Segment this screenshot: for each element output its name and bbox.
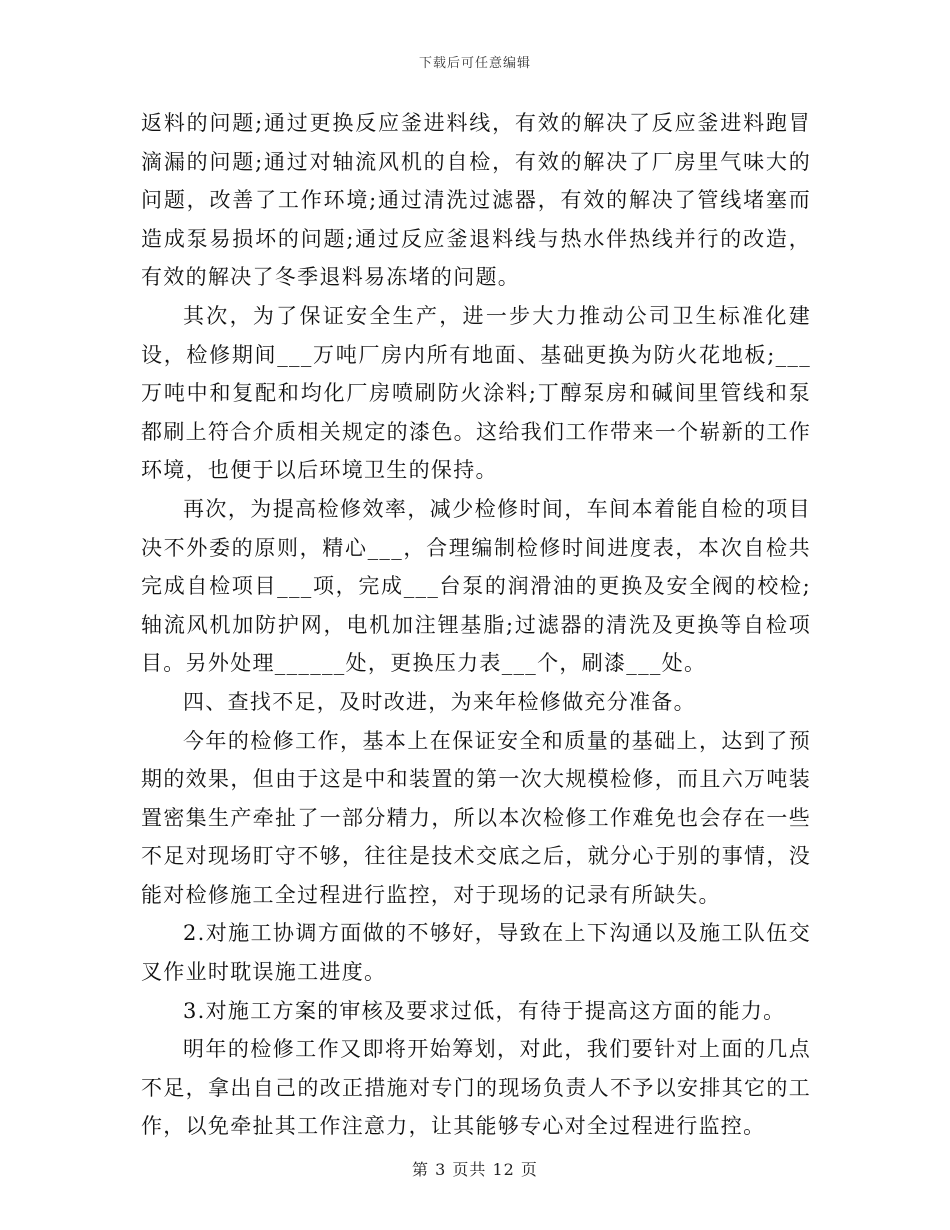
paragraph-2: 其次，为了保证安全生产，进一步大力推动公司卫生标准化建设，检修期间___万吨厂房内所有地面、基础更换为防火花地板;___万吨中和复配和均化厂房喷刷防火涂料;丁醇泵房和碱间里管线和泵都刷上符合介质相关规定的漆色。这给我们工作带来一个崭新的工作环境，也便于以后环境卫生的保持。 <box>141 303 811 483</box>
page-header: 下载后可任意编辑 <box>418 56 531 71</box>
list-item-2: 2.对施工协调方面做的不够好，导致在上下沟通以及施工队伍交叉作业时耽误施工进度。 <box>141 921 811 985</box>
page-number: 第 3 页共 12 页 <box>412 1160 538 1179</box>
paragraph-3: 再次，为提高检修效率，减少检修时间，车间本着能自检的项目决不外委的原则，精心___，合理编制检修时间进度表，本次自检共完成自检项目___项，完成___台泵的润滑油的更换及安全阀的校检;轴流风机加防护网，电机加注锂基脂;过滤器的清洗及更换等自检项目。另外处理______处，更换压力表___个，刷漆___处。 <box>141 496 811 676</box>
section-heading-4: 四、查找不足，及时改进，为来年检修做充分准备。 <box>183 689 696 714</box>
document-body <box>141 104 811 1146</box>
paragraph-1: 返料的问题;通过更换反应釜进料线，有效的解决了反应釜进料跑冒滴漏的问题;通过对轴流风机的自检，有效的解决了厂房里气味大的问题，改善了工作环境;通过清洗过滤器，有效的解决了管线堵塞而造成泵易损坏的问题;通过反应釜退料线与热水伴热线并行的改造，有效的解决了冬季退料易冻堵的问题。 <box>141 111 811 290</box>
list-item-3: 3.对施工方案的审核及要求过低，有待于提高这方面的能力。 <box>183 998 786 1023</box>
paragraph-5: 今年的检修工作，基本上在保证安全和质量的基础上，达到了预期的效果，但由于这是中和装置的第一次大规模检修，而且六万吨装置密集生产牵扯了一部分精力，所以本次检修工作难免也会存在一些不足对现场盯守不够，往往是技术交底之后，就分心于别的事情，没能对检修施工全过程进行监控，对于现场的记录有所缺失。 <box>141 728 811 907</box>
paragraph-8: 明年的检修工作又即将开始筹划，对此，我们要针对上面的几点不足，拿出自己的改正措施对专门的现场负责人不予以安排其它的工作，以免牵扯其工作注意力，让其能够专心对全过程进行监控。 <box>141 1037 811 1139</box>
